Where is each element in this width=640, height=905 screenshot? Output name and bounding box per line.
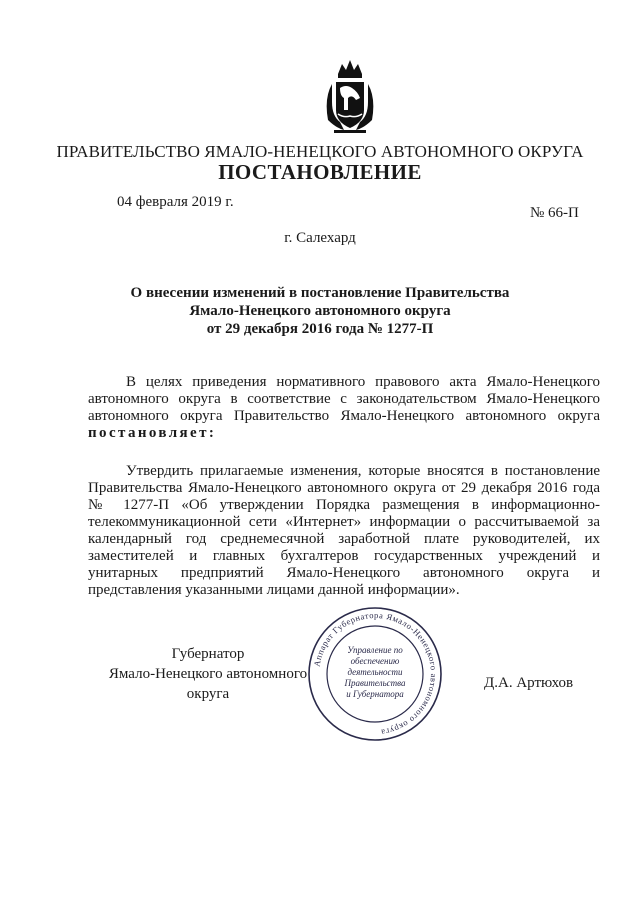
stamp-line-5: и Губернатора [346,689,404,699]
subject-line-2: Ямало-Ненецкого автономного округа [189,303,451,319]
preamble-paragraph [88,374,600,442]
document-number: № 66-П [530,205,579,221]
coat-of-arms-icon [318,58,382,136]
preamble-text: В целях приведения нормативного правового акта Ямало-Ненецкого автономного округа в соответствие с законодательством Ямало-Ненецкого автономного округа Правительство Ямало-Ненецкого автономного округа [88,374,600,424]
stamp-line-1: Управление по [347,645,403,655]
stamp-line-2: обеспечению [350,656,400,666]
document-date: 04 февраля 2019 г. [117,194,234,210]
signatory-title [88,644,328,704]
decree-verb: постановляет: [88,425,217,441]
government-name: ПРАВИТЕЛЬСТВО ЯМАЛО-НЕНЕЦКОГО АВТОНОМНОГО ОКРУГА [56,142,584,161]
operative-paragraph: Утвердить прилагаемые изменения, которые вносятся в постановление Правительства Ямало-Ненецкого автономного округа от 29 декабря 2016 года № 1277-П «Об утверждении Порядка размещения в информационно-телекоммуникационной сети «Интернет» информации о рассчитываемой за календарный год среднемесячной заработной плате руководителей, их заместителей и главных бухгалтеров государственных учреждений и унитарных предприятий Ямало-Ненецкого автономного округа и представления указанными лицами данной информации». [88,463,600,598]
signatory-name: Д.А. Артюхов [484,675,574,691]
document-type: ПОСТАНОВЛЕНИЕ [218,160,422,184]
stamp-inner-text [332,645,418,700]
subject-line-3: от 29 декабря 2016 года № 1277-П [206,321,434,337]
document-city: г. Салехард [284,230,356,246]
subject-line-1: О внесении изменений в постановление Правительства [130,285,510,301]
stamp-line-4: Правительства [344,678,406,688]
stamp-ring-text: Аппарат Губернатора Ямало-Ненецкого автономного округа [311,609,440,738]
signatory-title-line-2: Ямало-Ненецкого автономного округа [108,666,308,702]
document-subject [100,284,540,338]
stamp-line-3: деятельности [347,667,403,677]
signatory-title-line-1: Губернатор [171,646,245,662]
